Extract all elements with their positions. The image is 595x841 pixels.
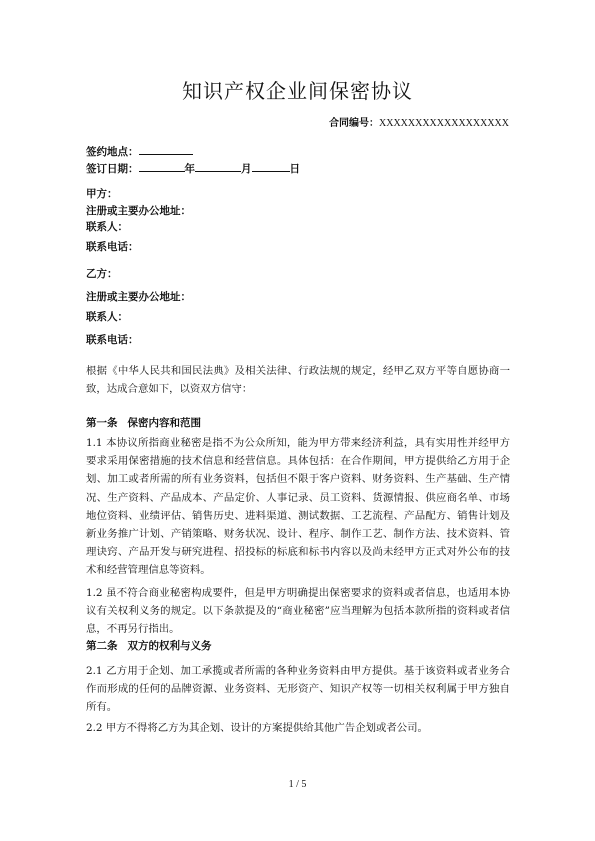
article2-heading: [86, 639, 212, 653]
intro-paragraph: 根据《中华人民共和国民法典》及相关法律、行政法规的规定，经甲乙双方平等自愿协商一致，达成合意如下，以资双方信守：: [86, 365, 510, 396]
party-a-label: 甲方：: [86, 188, 118, 200]
article2-paragraph2: 2.2 甲方不得将乙方为其企划、设计的方案提供给其他广告企划或者公司。: [86, 722, 428, 734]
article2-number: 第二条: [86, 640, 118, 652]
article2-title: 双方的权利与义务: [127, 640, 212, 652]
article1-title: 保密内容和范围: [127, 417, 201, 429]
day-blank: [252, 160, 290, 172]
year-blank: [139, 160, 185, 172]
article1-paragraph2: 1.2 虽不符合商业秘密构成要件，但是甲方明确提出保密要求的资料或者信息，也适用本协议有关权利义务的规定。以下条款提及的“商业秘密”应当理解为包括本款所指的资料或者信息，不再另行指出。: [86, 587, 510, 636]
party-b-phone-label: 联系电话：: [86, 334, 139, 346]
month-blank: [195, 160, 241, 172]
article1-number: 第一条: [86, 417, 118, 429]
sign-place-line: [86, 143, 193, 159]
party-a-contact-label: 联系人：: [86, 221, 128, 233]
year-label: 年: [184, 163, 195, 175]
party-b-label: 乙方：: [86, 268, 118, 280]
day-label: 日: [289, 163, 300, 175]
month-label: 月: [241, 163, 252, 175]
contract-number-value: XXXXXXXXXXXXXXXXXX: [379, 118, 509, 129]
article2-paragraph1: 2.1 乙方用于企划、加工承揽或者所需的各种业务资料由甲方提供。基于该资料或者业务合作而形成的任何的品牌资源、业务资料、无形资产、知识产权等一切相关权利属于甲方独自所有。: [86, 665, 510, 714]
contract-number: [329, 117, 509, 131]
party-a-phone-label: 联系电话：: [86, 241, 139, 253]
sign-date-label: 签订日期：: [86, 163, 139, 175]
article1-paragraph1: 1.1 本协议所指商业秘密是指不为公众所知，能为甲方带来经济利益，具有实用性并经甲方要求采用保密措施的技术信息和经营信息。具体包括：在合作期间，甲方提供给乙方用于企划、加工或者所需的所有业务资料，包括但不限于客户资料、财务资料、生产基础、生产情况、生产资料、产品成本、产品定价、人事记录、员工资料、货源情报、供应商名单、市场地位资料、业绩评估、销售历史、进料渠道、测试数据、工艺流程、产品配方、销售计划及新业务推广计划、产销策略、财务状况、设计、程序、制作工艺、制作方法、技术资料、管理诀窍、产品开发与研究进程、招投标的标底和标书内容以及尚未经甲方正式对外公布的技术和经营管理信息等资料。: [86, 437, 510, 577]
sign-place-label: 签约地点：: [86, 146, 139, 158]
sign-place-blank: [139, 143, 193, 155]
sign-date-line: [86, 160, 300, 176]
contract-number-label: 合同编号：: [329, 118, 379, 129]
party-b-contact-label: 联系人：: [86, 311, 128, 323]
document-title: 知识产权企业间保密协议: [182, 79, 413, 103]
page-number: 1 / 5: [288, 779, 307, 790]
party-a-address-label: 注册或主要办公地址：: [86, 205, 191, 217]
article1-heading: [86, 416, 201, 430]
party-b-address-label: 注册或主要办公地址：: [86, 291, 191, 303]
